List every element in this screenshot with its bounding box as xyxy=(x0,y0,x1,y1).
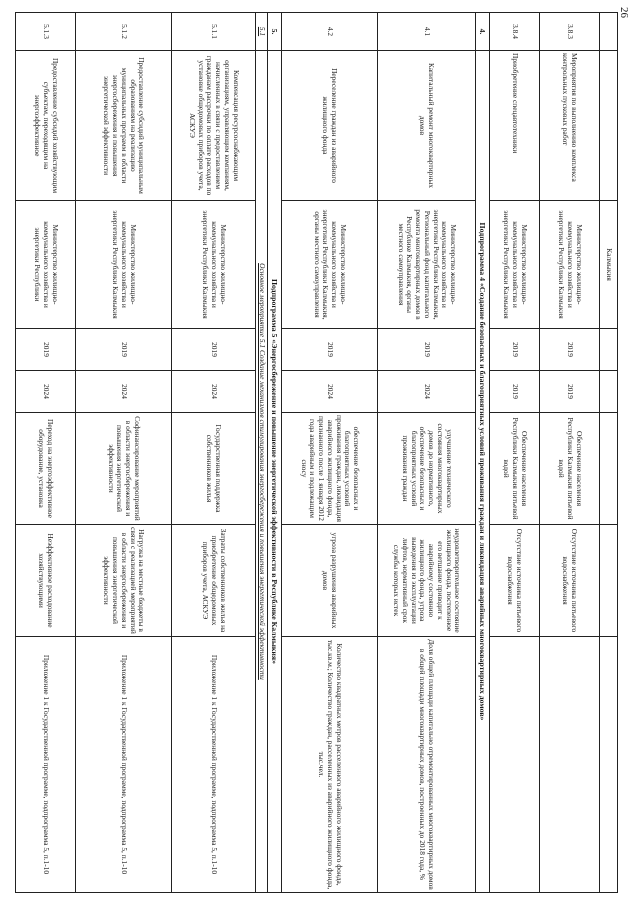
executor-cell: Калмыкия xyxy=(600,201,618,329)
num-cell: 5.1.1 xyxy=(172,13,256,51)
subsection-num: 5.1 xyxy=(256,13,268,51)
name-cell: Предоставление субсидий хозяйствующим субъектам, переходящим на энергоэффективное xyxy=(16,51,76,201)
start-cell: 2019 xyxy=(540,329,600,371)
name-cell: Мероприятия по выполнению комплекса контрольных пусковых работ xyxy=(540,51,600,201)
consequences-cell: Отсутствие источника питьевого водоснабжения xyxy=(490,525,540,637)
name-cell: Переселение граждан из аварийного жилищного фонда xyxy=(282,51,378,201)
consequences-cell xyxy=(600,525,618,637)
consequences-cell: Неэффективное расходование хозяйствующими xyxy=(16,525,76,637)
page-number: 26 xyxy=(618,7,630,18)
end-cell: 2024 xyxy=(172,371,256,413)
section-num: 5. xyxy=(268,13,282,51)
result-cell xyxy=(600,413,618,525)
indicators-cell xyxy=(540,637,600,893)
table-row xyxy=(16,13,76,893)
result-cell: обеспечение безопасных и благоприятных условий проживания граждан, ликвидация аварийного жилищного фонда, признанного после 1 января 2012 года аварийным и подлежащим сносу xyxy=(282,413,378,525)
name-cell xyxy=(600,51,618,201)
executor-cell: Министерство жилищно-коммунального хозяйства и энергетики Республики Калмыкия xyxy=(490,201,540,329)
num-cell: 3.8.3 xyxy=(540,13,600,51)
section-title: Подпрограмма 4 «Создание безопасных и благоприятных условий проживания граждан и ликвидация аварийных многоквартирных домов» xyxy=(476,51,490,893)
start-cell: 2019 xyxy=(76,329,172,371)
executor-cell: Министерство жилищно-коммунального хозяйства и энергетики Республики xyxy=(16,201,76,329)
result-cell: улучшение технического состояния многоквартирных домов до нормативного, обеспечение безопасных и благоприятных условий проживания граждан xyxy=(378,413,476,525)
num-cell: 5.1.2 xyxy=(76,13,172,51)
end-cell: 2024 xyxy=(76,371,172,413)
indicators-cell: Приложение 1 к Государственной программе, подпрограмма 5, п.1-10 xyxy=(76,637,172,893)
section-num: 4. xyxy=(476,13,490,51)
section-title: Подпрограмма 5 «Энергосбережение и повышение энергетической эффективности в Республике Калмыкия» xyxy=(268,51,282,893)
consequences-cell: Затраты собственников жилья на приобретение общедомовых приборов учета, АСКУЭ xyxy=(172,525,256,637)
start-cell: 2019 xyxy=(378,329,476,371)
end-cell xyxy=(600,371,618,413)
end-cell: 2024 xyxy=(282,371,378,413)
start-cell: 2019 xyxy=(282,329,378,371)
start-cell: 2019 xyxy=(172,329,256,371)
consequences-cell: угроза разрушения аварийных домов xyxy=(282,525,378,637)
executor-cell: Министерство жилищно-коммунального хозяйства и энергетики Республики Калмыкия xyxy=(76,201,172,329)
table-row xyxy=(172,13,256,893)
num-cell: 5.1.3 xyxy=(16,13,76,51)
table-row xyxy=(600,13,618,893)
start-cell: 2019 xyxy=(16,329,76,371)
num-cell: 3.8.4 xyxy=(490,13,540,51)
subsection-row xyxy=(256,13,268,893)
num-cell: 4.2 xyxy=(282,13,378,51)
table-row xyxy=(282,13,378,893)
table-row xyxy=(378,13,476,893)
result-cell: Государственная поддержка собственников жилья xyxy=(172,413,256,525)
name-cell: Компенсация ресурсоснабжающим организациям, управляющим компаниям, начисленных в связи с предоставлением гражданам рассрочки по оплате расходов по установке общедомовых приборов учета, АСКУЭ xyxy=(172,51,256,201)
rotated-page xyxy=(20,12,618,892)
executor-cell: Министерство жилищно-коммунального хозяйства и энергетики Республики Калмыкия xyxy=(172,201,256,329)
table-row xyxy=(76,13,172,893)
name-cell: Капитальный ремонт многоквартирных домов xyxy=(378,51,476,201)
end-cell: 2019 xyxy=(490,371,540,413)
consequences-cell: Нагрузка на местные бюджеты в связи с реализацией мероприятий в области энергосбережения и повышения энергетической эффективности xyxy=(76,525,172,637)
indicators-cell: Приложение 1 к Государственной программе, подпрограмма 5, п.1-10 xyxy=(16,637,76,893)
name-cell: Приобретение спецавтотехники xyxy=(490,51,540,201)
section-row xyxy=(268,13,282,893)
end-cell: 2024 xyxy=(16,371,76,413)
result-cell: Софинансирование мероприятий в области энергосбережения и повышения энергетической эффективности xyxy=(76,413,172,525)
end-cell: 2024 xyxy=(378,371,476,413)
indicators-cell: Количество квадратных метров расселенного аварийного жилищного фонда, тыс.кв.м.; Количество граждан, расселенных из аварийного жилищного фонда, тыс.чел. xyxy=(282,637,378,893)
name-cell: Предоставление субсидий муниципальным образованиям на реализацию муниципальных программ в области энергосбережения и повышения энергетической эффективности xyxy=(76,51,172,201)
result-cell: Обеспечение населения Республики Калмыкия питьевой водой xyxy=(540,413,600,525)
indicators-cell: Доля общей площади капитально отремонтированных многоквартирных домов в общей площади многоквартирных домов, построенных до 2018 года, % xyxy=(378,637,476,893)
result-cell: Переход на энергоэффективное оборудование, установка xyxy=(16,413,76,525)
start-cell: 2019 xyxy=(490,329,540,371)
indicators-cell xyxy=(490,637,540,893)
start-cell xyxy=(600,329,618,371)
num-cell xyxy=(600,13,618,51)
program-table xyxy=(15,12,618,893)
consequences-cell: неудовлетворительное состояние жилищного фонда, постепенное его ветшание приводит к аварийному состоянию жилищного фонда, угроза выведения из эксплуатации лифтов, нормативный срок службы которых истек xyxy=(378,525,476,637)
executor-cell: Министерство жилищно-коммунального хозяйства и энергетики Республики Калмыкия, Региональный фонд капитального ремонта многоквартирных домов в Республике Калмыкия, органы местного самоуправления xyxy=(378,201,476,329)
table-row xyxy=(540,13,600,893)
executor-cell: Министерство жилищно-коммунального хозяйства и энергетики Республики Калмыкия, органы местного самоуправления xyxy=(282,201,378,329)
indicators-cell xyxy=(600,637,618,893)
section-row xyxy=(476,13,490,893)
num-cell: 4.1 xyxy=(378,13,476,51)
end-cell: 2019 xyxy=(540,371,600,413)
result-cell: Обеспечение населения Республики Калмыкия питьевой водой xyxy=(490,413,540,525)
indicators-cell: Приложение 1 к Государственной программе, подпрограмма 5, п.1-10 xyxy=(172,637,256,893)
table-row xyxy=(490,13,540,893)
subsection-title: Основное мероприятие 5.1 Создание механизмов стимулирования энергосбережения и повышения энергетической эффективности xyxy=(256,51,268,893)
executor-cell: Министерство жилищно-коммунального хозяйства и энергетики Республики Калмыкия xyxy=(540,201,600,329)
consequences-cell: Отсутствие источника питьевого водоснабжения xyxy=(540,525,600,637)
